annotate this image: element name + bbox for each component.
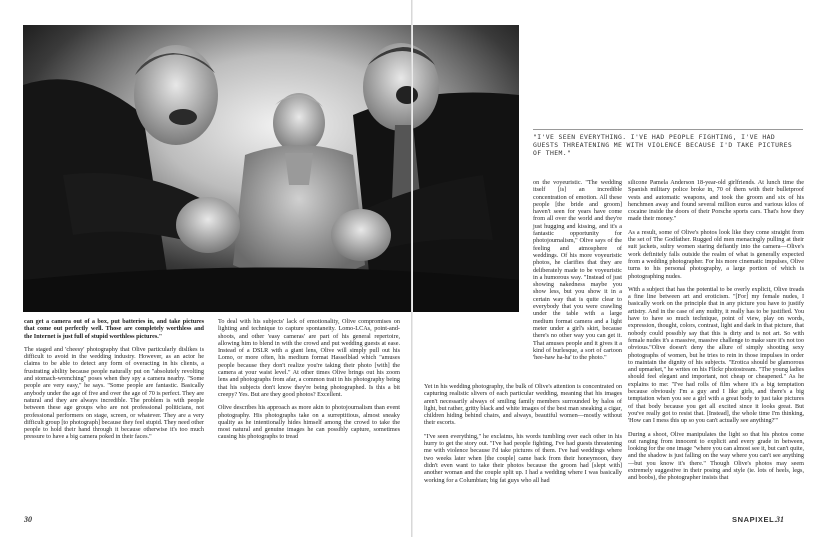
- right-col2-para-3: With a subject that has the potential to be overly explicit, Olive treads a fine line between art and eroticism. "[For] my female nudes, I basically work on the principle that in any picture you have to justify artistry. And in the case of any nudity, it really has to be justified. You have to have so much technique, point of view, play on words, expression, thought, colors, contrast, light and dark in that picture, that nobody could possibly say that this is dirty and is not art. So with female nudes it's a massive, massive challenge to make sure it's not too obvious."Olive doesn't deny the allure of simply shooting sexy photographs of women, but he tries to rein in those impulses in order to maintain the dignity of his subjects. "Erotica should be glamorous and upmarket," he writes on his Flickr photostream. "The young ladies should feel elegant and important, not cheap or cheapened." As he explains to me: "I've had rolls of film where it's a big temptation because obviously I'm a guy and I like girls, and there's a big temptation when you see a girl with a great body to just take pictures of that body because you get all excited since it looks great. But you've really got to resist that. [Instead], the whole time I'm thinking, 'How can I mess this up so you can't actually see anything?'": [628, 285, 804, 425]
- spread-gutter: [411, 0, 413, 537]
- page-number-left: 30: [24, 515, 32, 524]
- left-col1-para-1: can get a camera out of a box, put batteries in, and take pictures that come out perfectly well. Those are completely worthless and the Internet is just full of stupid worthless pictures.": [24, 318, 204, 340]
- right-col2-para-4: During a shoot, Olive manipulates the light so that his photos come out ranging from innocent to explicit and every grade in between, looking for the one image "where you can almost see it, but can't quite, and the shadow is just falling on the way where you can't see anything—but you know it's there." Though Olive's photos may seem extremely suggestive in their posing and style (ie. lots of heels, legs, and boobs), the photographer insists that: [628, 430, 804, 482]
- left-col1-para-2: The staged and 'cheesy' photography that Olive particularly dislikes is difficult to avoid in the wedding industry. However, as an actor he claims to be able to detect any form of overacting in his clients, a frustrating ability because people naturally put on "absolutely revolting and stomach-wrenching" poses when they spy a camera nearby. "Some people are very easy," he says. "Some people are fantastic. Basically anybody under the age of five and over the age of 70 is perfect. They are natural and they are always incredible. The problem is with people between these age groups who are not professional politicians, not professional performers on stage, screen, or whatever. They are a very difficult group [to photograph] because they feel stupid. They need other people to hold their hand through it because otherwise it's too much pressure to have a big camera poked in their faces.": [24, 345, 205, 441]
- right-col2-para-1: silicone Pamela Anderson 18-year-old girlfriends. At lunch time the Spanish military police broke in, 70 of them with their bulletproof vests and automatic weapons, and took the groom and six of his henchmen away and found several million euros and various kilos of cocaine inside the doors of their Porsche sports cars. That's how they made their money.": [628, 179, 804, 223]
- left-col2-para-2: Olive describes his approach as more akin to photojournalism than event photography. His photographs take on a surreptitious, almost sneaky quality as he intentionally hides himself among the crowd to take the most natural and genuine images he can possibly capture, sometimes causing his photographs to tread: [218, 404, 400, 441]
- pullquote-rule: [533, 129, 803, 130]
- right-col2-para-2: As a result, some of Olive's photos look like they come straight from the set of The Godfather. Rugged old men menacingly pulling at their suit jackets, sultry women staring defiantly into the camera—Olive's work definitely falls outside the realm of what is generally expected from a wedding photographer. For his more cinematic impulses, Olive turns to his personal photography, a large portion of which is photographing nudes.: [628, 228, 804, 280]
- right-column-1: [424, 383, 622, 490]
- right-narrow-para-1: on the voyeuristic. "The wedding itself [is] an incredible concentration of emotion. All these people [the bride and groom] haven't seen for years have come from all over the world and they're just hugging and kissing, and it's a fantastic opportunity for photojournalism," Olive says of the feeling and atmosphere of weddings. Of his more voyeuristic photos, he clarifies that they are deliberately made to be voyeuristic in a humorous way. "Instead of just showing nakedness maybe you show less, but you show it in a certain way that is quite clear to everybody that you were crawling under the table with a large medium format camera and a light meter under a girl's skirt, because there's no other way you can get it. That amuses people and it gives it a kind of burlesque, a sort of cartoon 'hee-haw ha-ha' to the photo.": [533, 179, 622, 362]
- left-column-2: [218, 318, 400, 447]
- page-number-right: 31: [776, 515, 784, 524]
- left-column-1: [24, 318, 204, 447]
- right-col1-para-1: Yet in his wedding photography, the bulk of Olive's attention is concentrated on capturing realistic slivers of each particular wedding, meaning that his images aren't necessarily always of smiling family members surrounded by halos of light, but rather, gritty black and white images of the best man sneaking a cigar, children hiding behind chairs, and always, beautiful women—mostly without their escorts.: [424, 383, 622, 427]
- left-col2-para-1: To deal with his subjects' lack of emotionality, Olive compromises on lighting and technique to capture spontaneity. Lomo-LCAs, point-and-shoots, and other 'easy cameras' are part of his general repertoire, allowing him to blend in with the crowd and put wedding guests at ease. Instead of a DSLR with a giant lens, Olive will simply pull out his Lomo, or more often, his medium format Hasselblad which "amuses people because they don't realize you're taking their photo [with] the camera at your waist level." At other times Olive brings out his zoom lens and photographs from afar, a common trait in his photography being that his subjects don't know they're being photographed. Is this a bit creepy? Yes. But are they good photos? Excellent.: [218, 318, 400, 398]
- right-narrow-column: [533, 179, 622, 367]
- wedding-photo: [23, 25, 519, 312]
- pull-quote: "I'VE SEEN EVERYTHING. I'VE HAD PEOPLE FIGHTING, I'VE HAD GUESTS THREATENING ME WITH VIOLENCE BECAUSE I'D TAKE PICTURES OF THEM.": [533, 133, 793, 157]
- right-col1-para-2: "I've seen everything," he exclaims, his words tumbling over each other in his hurry to get the story out. "I've had people fighting, I've had guests threatening me with violence because I'd take pictures of them. I've had weddings where two weeks later when [the couple] came back from their honeymoon, they didn't even want to take their photos because the groom had [slept with] another woman and the couple split up. I had a wedding where I was basically working for a Columbian; big fat guys who all had: [424, 432, 622, 484]
- right-column-2: [628, 179, 804, 488]
- brand-logo: SNAPIXEL.: [732, 515, 777, 524]
